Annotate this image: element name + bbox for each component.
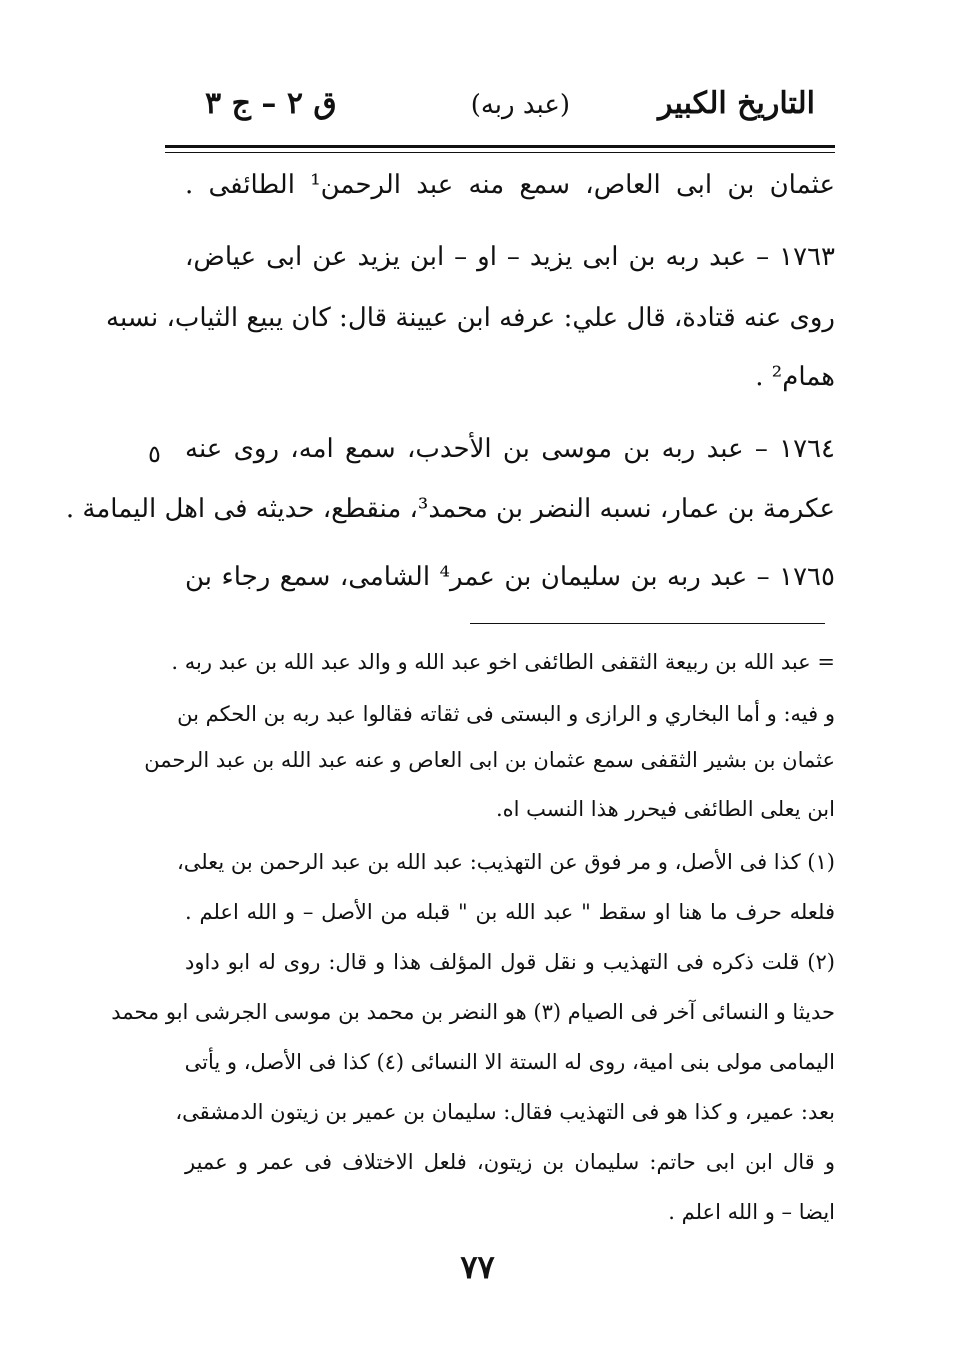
- footnote-line: اليمامى مولى بنى امية، روى له الستة الا النسائى (٤) كذا فى الأصل، و يأتى: [184, 1050, 835, 1074]
- body-line: روى عنه قتادة، قال علي: عرفه ابن عيينة قال: كان يبيع الثياب، نسبه: [106, 303, 835, 333]
- book-title: التاريخ الكبير: [657, 86, 815, 121]
- footnote-line: (١) كذا فى الأصل، و مر فوق عن التهذيب: عبد الله بن عبد الرحمن بن يعلى،: [176, 850, 835, 874]
- entry-1765: ١٧٦٥ – عبد ربه بن سليمان بن عمر⁴ الشامى، سمع رجاء بن: [185, 562, 835, 592]
- section-title: (عبد ربه): [470, 90, 570, 120]
- header-rule-thin: [165, 152, 835, 153]
- footnote-line: و قال ابن ابى حاتم: سليمان بن زيتون، فلعل الاختلاف فى عمر و عمير: [185, 1150, 835, 1174]
- volume-reference: ق ٢ – ج ٣: [205, 86, 337, 121]
- body-line: عثمان بن ابى العاص، سمع منه عبد الرحمن¹ الطائفى .: [185, 170, 835, 200]
- footnote-line: = عبد الله بن ربيعة الثقفى الطائفى اخو عبد الله و والد عبد الله بن عبد ربه .: [171, 650, 835, 674]
- footnote-separator: [470, 623, 825, 624]
- footnote-line: عثمان بن بشير الثقفى سمع عثمان بن ابى العاص و عنه عبد الله بن عبد الرحمن: [144, 748, 835, 772]
- body-line: همام² .: [755, 362, 835, 392]
- running-header: [165, 86, 835, 126]
- footnote-line: ايضا – و الله اعلم .: [668, 1200, 835, 1224]
- entry-1764: ١٧٦٤ – عبد ربه بن موسى بن الأحدب، سمع امه، روى عنه: [185, 434, 835, 464]
- margin-line-number: ٥: [148, 440, 161, 468]
- footnote-line: ابن يعلى الطائفى فيحرر هذا النسب اه.: [495, 797, 835, 821]
- body-line: عكرمة بن عمار، نسبه النضر بن محمد³، منقطع، حديثه فى اهل اليمامة .: [65, 494, 835, 524]
- entry-1763: ١٧٦٣ – عبد ربه بن ابى يزيد – او – ابن يزيد عن ابى عياض،: [185, 242, 835, 272]
- header-rule-thick: [165, 145, 835, 148]
- footnote-line: حديثا و النسائى آخر فى الصيام (٣) هو النضر بن محمد بن موسى الجرشى ابو محمد: [111, 1000, 835, 1024]
- footnote-line: (٢) قلت ذكره فى التهذيب و نقل قول المؤلف هذا و قال: روى له ابو داود: [185, 950, 835, 974]
- footnote-line: فلعله حرف ما هنا او سقط " عبد الله بن " قبله من الأصل – و الله اعلم .: [185, 900, 835, 924]
- footnote-line: بعد: عمير، و كذا هو فى التهذيب فقال: سليمان بن عمير بن زيتون الدمشقى،: [175, 1100, 835, 1124]
- page-number: ٧٧: [460, 1248, 495, 1286]
- footnote-line: و فيه: و أما البخاري و الرازى و البستى فى ثقاته فقالوا عبد ربه بن الحكم بن: [177, 702, 835, 726]
